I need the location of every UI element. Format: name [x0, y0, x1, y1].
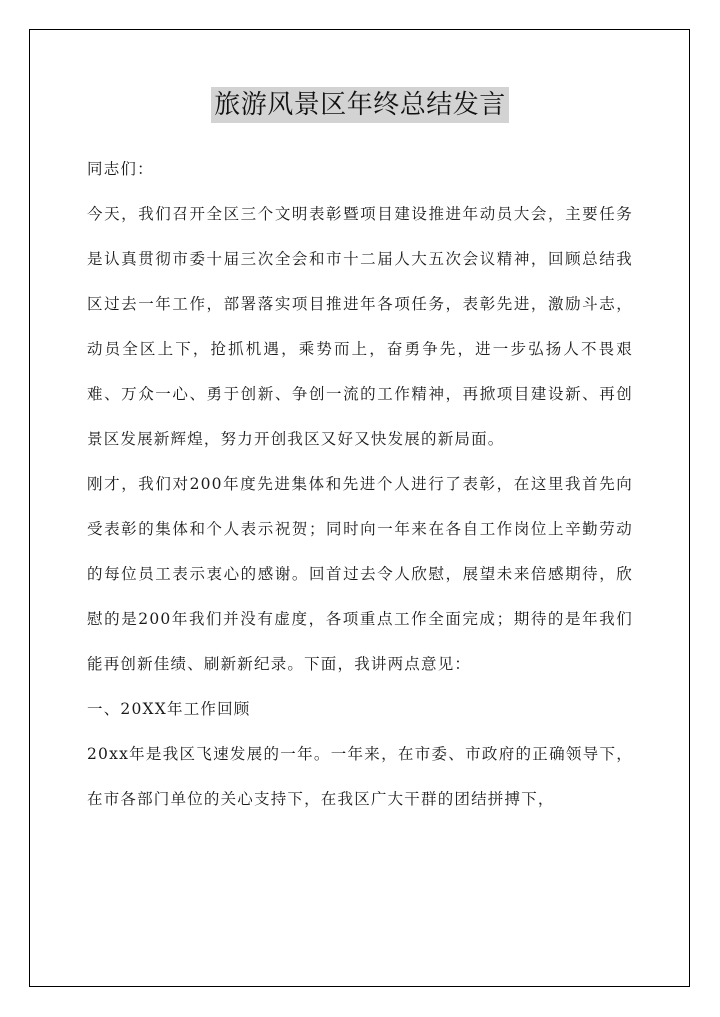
section-paragraph: 20xx年是我区飞速发展的一年。一年来，在市委、市政府的正确领导下，在市各部门单位的关心支持下，在我区广大干群的团结拼搏下，	[87, 745, 633, 808]
document-title: 旅游风景区年终总结发言	[211, 87, 509, 123]
section-heading: 一、20XX年工作回顾	[87, 700, 251, 718]
paragraph-intro: 今天，我们召开全区三个文明表彰暨项目建设推进年动员大会，主要任务是认真贯彻市委十届三次全会和市十二届人大五次会议精神，回顾总结我区过去一年工作，部署落实项目推进年各项任务，表彰先进，激励斗志，动员全区上下，抢抓机遇，乘势而上，奋勇争先，进一步弘扬人不畏艰难、万众一心、勇于创新、争创一流的工作精神，再掀项目建设新、再创景区发展新辉煌，努力开创我区又好又快发展的新局面。	[87, 205, 633, 448]
paragraph-commendation: 刚才，我们对200年度先进集体和先进个人进行了表彰，在这里我首先向受表彰的集体和个人表示祝贺；同时向一年来在各自工作岗位上辛勤劳动的每位员工表示衷心的感谢。回首过去令人欣慰，展望未来倍感期待，欣慰的是200年我们并没有虚度，各项重点工作全面完成；期待的是年我们能再创新佳绩、刷新新纪录。下面，我讲两点意见：	[87, 475, 633, 673]
salutation: 同志们：	[87, 160, 154, 178]
title-container	[0, 87, 720, 123]
document-body	[87, 147, 633, 822]
